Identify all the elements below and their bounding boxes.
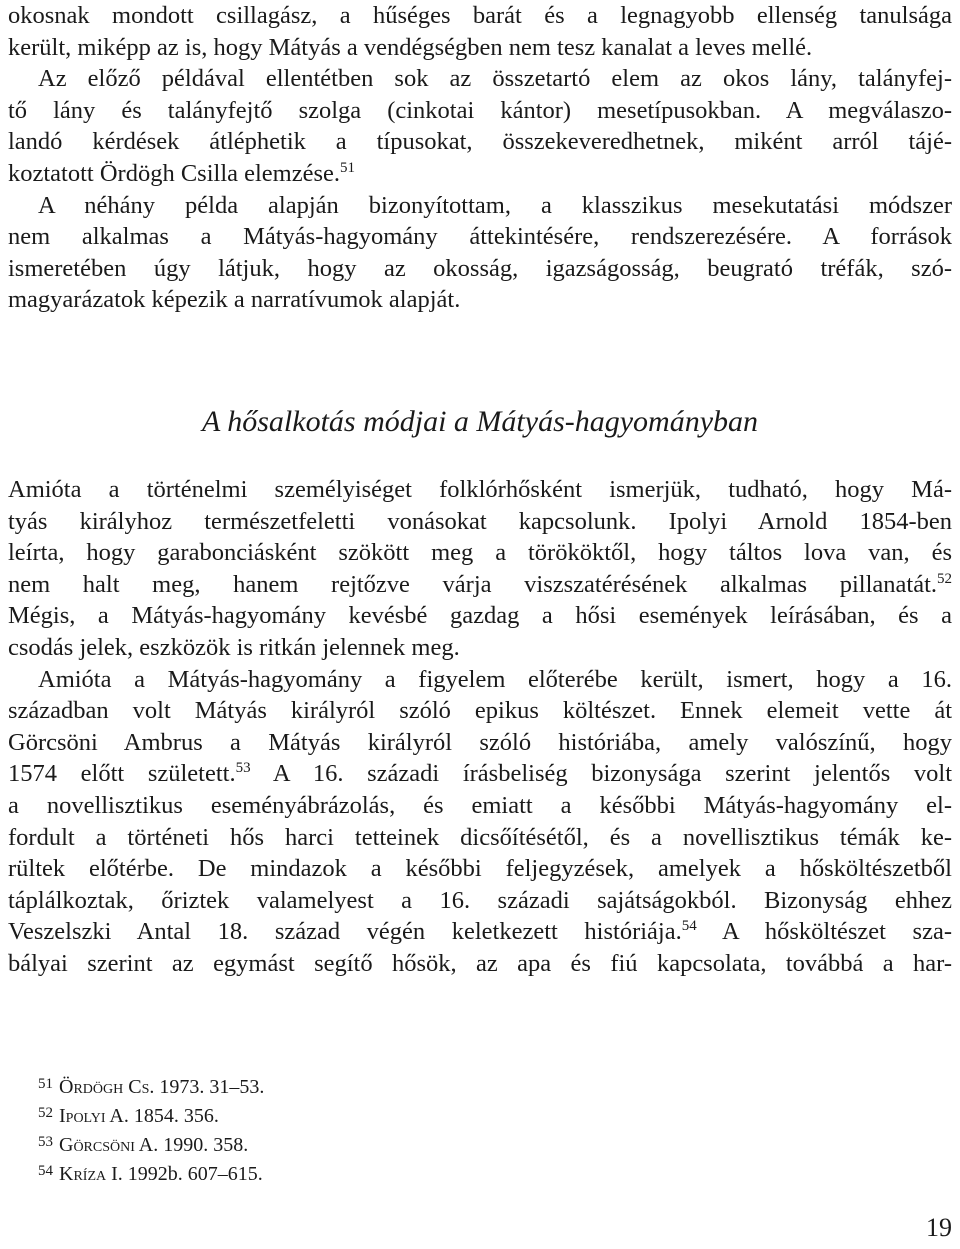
text-run: tyás királyhoz természetfeletti vonásokat kapcsolunk. Ipolyi Arnold 1854-ben <box>8 507 952 535</box>
footnote-citation: 1990. 358. <box>158 1134 249 1156</box>
text-run: csodás jelek, eszközök is ritkán jelennek meg. <box>8 633 460 661</box>
footnote-citation: 1973. 31–53. <box>154 1076 265 1098</box>
text-line <box>8 600 952 632</box>
text-line <box>8 253 952 285</box>
footnote-number: 53 <box>38 1134 53 1150</box>
text-line <box>8 853 952 885</box>
footnote-citation: 1854. 356. <box>128 1105 219 1127</box>
footnote <box>38 1160 264 1189</box>
text-run: 1574 előtt született. <box>8 760 236 788</box>
footnote-reference[interactable]: 52 <box>937 570 952 587</box>
text-line <box>8 63 952 95</box>
text-run: A néhány példa alapján bizonyítottam, a klasszikus mesekutatási módszer <box>38 191 952 219</box>
text-run: Veszelszki Antal 18. század végén keletkezett históriája. <box>8 918 682 946</box>
text-run: landó kérdések átléphetik a típusokat, összekeveredhetnek, miként arról tájé- <box>8 128 952 156</box>
text-run: fordult a történeti hős harci tetteinek dicsőítésétől, és a novellisztikus témák ke- <box>8 823 952 851</box>
text-run: ismeretében úgy látjuk, hogy az okosság, igazságosság, beugrató tréfák, szó- <box>8 254 952 282</box>
footnote <box>38 1102 264 1131</box>
section-heading: A hősalkotás módjai a Mátyás-hagyományban <box>201 405 759 438</box>
text-line <box>8 885 952 917</box>
text-line <box>8 190 952 222</box>
footnote-citation: 1992b. 607–615. <box>122 1163 263 1185</box>
text-line <box>8 727 952 759</box>
text-run: A 16. századi írásbeliség bizonysága szerint jelentős volt <box>250 760 953 788</box>
text-run: a novellisztikus eseményábrázolás, és emiatt a későbbi Mátyás-hagyomány el- <box>8 791 952 819</box>
text-run: Görcsöni Ambrus a Mátyás királyról szóló históriába, amely valószínű, hogy <box>8 728 952 756</box>
text-line <box>8 664 952 696</box>
text-line <box>8 32 952 64</box>
text-line <box>8 221 952 253</box>
footnote-author: Kríza I. <box>59 1163 123 1185</box>
text-line <box>8 758 952 790</box>
footnote-author: Ördögh Cs. <box>59 1076 155 1098</box>
text-line <box>8 95 952 127</box>
page-number: 19 <box>926 1213 952 1242</box>
text-line <box>8 695 952 727</box>
footnote-reference[interactable]: 51 <box>340 159 356 176</box>
footnote-author: Görcsöni A. <box>59 1134 159 1156</box>
text-run: leírta, hogy garabonciásként szökött meg a törököktől, hogy táltos lova van, és <box>8 539 952 567</box>
text-line <box>8 0 952 32</box>
text-line <box>8 569 952 601</box>
text-run: században volt Mátyás királyról szóló epikus költészet. Ennek elemeit vette át <box>8 697 952 725</box>
text-run: A hősköltészet sza- <box>696 918 952 946</box>
text-run: rültek előtérbe. De mindazok a későbbi feljegyzések, amelyek a hősköltészetből <box>8 855 952 883</box>
text-line <box>8 916 952 948</box>
text-run: nem halt meg, hanem rejtőzve várja viszszatérésének alkalmas pillanatát. <box>8 570 937 598</box>
text-run: Amióta a Mátyás-hagyomány a figyelem előterébe került, ismert, hogy a 16. <box>38 665 952 693</box>
text-run: magyarázatok képezik a narratívumok alapját. <box>8 286 461 314</box>
text-line <box>8 158 952 190</box>
footnote <box>38 1131 264 1160</box>
text-run: koztatott Ördögh Csilla elemzése. <box>8 159 341 187</box>
text-line <box>8 126 952 158</box>
text-line <box>8 632 952 664</box>
text-run: bályai szerint az egymást segítő hősök, az apa és fiú kapcsolata, továbbá a har- <box>8 949 952 977</box>
footnote-number: 52 <box>38 1105 53 1121</box>
text-line <box>8 790 952 822</box>
text-line <box>8 537 952 569</box>
footnote-reference[interactable]: 54 <box>681 918 697 935</box>
text-line <box>8 948 952 980</box>
text-line <box>8 822 952 854</box>
footnote-number: 51 <box>38 1076 53 1092</box>
body-text-top <box>8 0 952 316</box>
footnote-number: 54 <box>38 1163 53 1179</box>
body-text-section <box>8 474 952 980</box>
text-run: okosnak mondott csillagász, a hűséges barát és a legnagyobb ellenség tanulsága <box>8 2 952 29</box>
footnotes <box>38 1073 264 1189</box>
footnote-reference[interactable]: 53 <box>235 760 251 777</box>
text-line <box>8 474 952 506</box>
text-run: Az előző példával ellentétben sok az összetartó elem az okos lány, talányfej- <box>38 65 952 93</box>
text-run: nem alkalmas a Mátyás-hagyomány áttekintésére, rendszerezésére. A források <box>8 223 952 251</box>
text-run: táplálkoztak, őriztek valamelyest a 16. századi sajátságokból. Bizonyság ehhez <box>8 886 952 914</box>
text-run: került, miképp az is, hogy Mátyás a vendégségben nem tesz kanalat a leves mellé. <box>8 33 813 61</box>
text-run: tő lány és talányfejtő szolga (cinkotai kántor) mesetípusokban. A megválaszo- <box>8 96 952 124</box>
text-line <box>8 284 952 316</box>
footnote-author: Ipolyi A. <box>59 1105 129 1127</box>
text-run: Amióta a történelmi személyiséget folklórhősként ismerjük, tudható, hogy Má- <box>8 476 952 503</box>
text-run: Mégis, a Mátyás-hagyomány kevésbé gazdag a hősi események leírásában, és a <box>8 602 952 630</box>
footnote <box>38 1073 264 1102</box>
text-line <box>8 506 952 538</box>
